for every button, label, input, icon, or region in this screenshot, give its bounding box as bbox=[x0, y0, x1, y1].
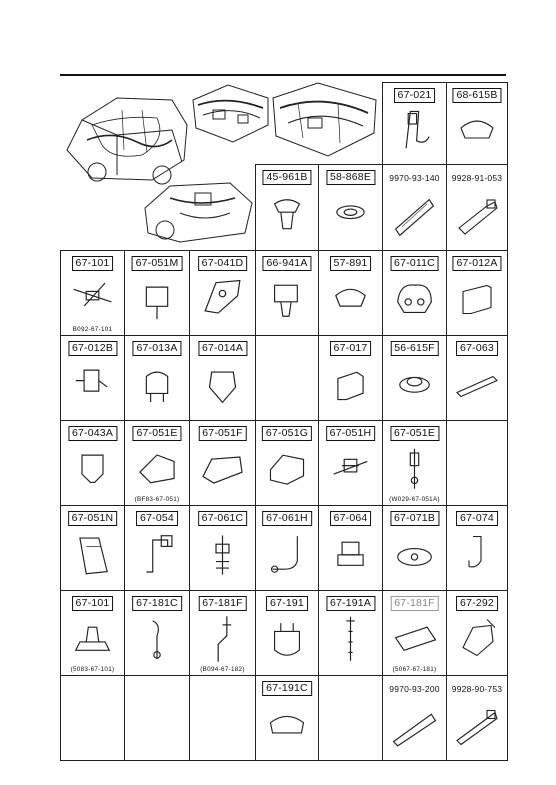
part-number: 67-021 bbox=[394, 88, 436, 103]
part-number: 9970-93-200 bbox=[389, 684, 440, 694]
part-illustration bbox=[125, 591, 189, 675]
part-illustration bbox=[383, 336, 446, 420]
part-number: 67-063 bbox=[456, 341, 498, 356]
part-illustration bbox=[256, 591, 318, 675]
part-cell bbox=[60, 675, 125, 761]
part-number: 67-061H bbox=[262, 511, 312, 526]
part-cell bbox=[60, 420, 125, 506]
part-number: 67-061C bbox=[198, 511, 248, 526]
part-cell bbox=[255, 164, 319, 251]
part-cell bbox=[189, 590, 256, 676]
part-number: 67-191 bbox=[266, 596, 308, 611]
part-cell bbox=[446, 164, 508, 251]
part-cell bbox=[318, 420, 383, 506]
part-number: 67-051E bbox=[132, 426, 181, 441]
part-cell bbox=[318, 675, 383, 761]
part-illustration bbox=[447, 591, 507, 675]
part-illustration bbox=[447, 83, 507, 164]
part-number: 67-051G bbox=[262, 426, 312, 441]
part-cell bbox=[382, 420, 447, 506]
reference-number: (5083-67-101) bbox=[70, 666, 115, 673]
part-cell bbox=[255, 420, 319, 506]
part-illustration bbox=[256, 165, 318, 250]
part-number: 9928-91-053 bbox=[451, 173, 503, 183]
part-illustration bbox=[190, 251, 255, 335]
part-illustration bbox=[190, 336, 255, 420]
part-number: 67-181C bbox=[132, 596, 182, 611]
part-number: 67-011C bbox=[390, 256, 439, 271]
part-number: 67-017 bbox=[330, 341, 372, 356]
part-number: 57-891 bbox=[330, 256, 372, 271]
part-cell bbox=[446, 590, 508, 676]
part-illustration bbox=[319, 165, 382, 250]
part-cell bbox=[446, 420, 508, 506]
part-number: 67-074 bbox=[456, 511, 498, 526]
part-number: 67-191A bbox=[326, 596, 375, 611]
part-cell bbox=[189, 675, 256, 761]
part-illustration bbox=[61, 506, 124, 590]
part-illustration bbox=[190, 506, 255, 590]
part-illustration bbox=[125, 336, 189, 420]
part-cell bbox=[318, 335, 383, 421]
part-cell bbox=[446, 505, 508, 591]
part-illustration bbox=[190, 591, 255, 675]
part-illustration bbox=[61, 251, 124, 335]
part-illustration bbox=[383, 251, 446, 335]
part-cell bbox=[124, 675, 190, 761]
part-number: 67-051E bbox=[390, 426, 439, 441]
part-cell bbox=[189, 335, 256, 421]
part-illustration bbox=[125, 251, 189, 335]
part-number: 67-043A bbox=[68, 426, 117, 441]
part-cell bbox=[124, 590, 190, 676]
part-number: 67-292 bbox=[456, 596, 498, 611]
part-cell bbox=[255, 590, 319, 676]
part-number: 67-054 bbox=[136, 511, 178, 526]
part-illustration bbox=[383, 506, 446, 590]
reference-number: (W029-67-051A) bbox=[389, 496, 440, 503]
part-cell bbox=[446, 335, 508, 421]
part-cell bbox=[446, 250, 508, 336]
part-cell bbox=[446, 82, 508, 165]
part-number: 9928-90-753 bbox=[451, 684, 503, 694]
part-cell bbox=[255, 335, 319, 421]
part-illustration bbox=[319, 336, 382, 420]
part-number: 58-868E bbox=[326, 170, 375, 185]
part-illustration bbox=[61, 336, 124, 420]
part-illustration bbox=[125, 506, 189, 590]
reference-number: (B094-67-182) bbox=[200, 666, 245, 673]
part-number: 67-012A bbox=[452, 256, 501, 271]
part-cell bbox=[318, 250, 383, 336]
part-cell bbox=[382, 675, 447, 761]
part-cell bbox=[382, 164, 447, 251]
part-illustration bbox=[256, 676, 318, 760]
part-cell bbox=[382, 250, 447, 336]
part-illustration bbox=[61, 591, 124, 675]
engine-bay-harness-illustration bbox=[140, 178, 255, 246]
part-illustration bbox=[256, 506, 318, 590]
part-cell bbox=[124, 505, 190, 591]
part-cell bbox=[124, 420, 190, 506]
reference-number: (5067-67-181) bbox=[392, 666, 437, 673]
part-illustration bbox=[383, 421, 446, 505]
part-illustration bbox=[447, 251, 507, 335]
part-number: 67-014A bbox=[198, 341, 247, 356]
part-cell bbox=[255, 505, 319, 591]
part-number: 67-012B bbox=[68, 341, 117, 356]
part-illustration bbox=[383, 165, 446, 250]
part-number: 67-051F bbox=[198, 426, 247, 441]
part-illustration bbox=[319, 506, 382, 590]
part-cell bbox=[60, 505, 125, 591]
part-number: 67-013A bbox=[132, 341, 181, 356]
part-number: 67-064 bbox=[330, 511, 372, 526]
part-cell bbox=[189, 420, 256, 506]
part-illustration bbox=[447, 165, 507, 250]
part-cell bbox=[255, 675, 319, 761]
part-cell bbox=[382, 505, 447, 591]
instrument-panel-harness-illustration bbox=[268, 78, 380, 160]
part-illustration bbox=[319, 421, 382, 505]
part-cell bbox=[60, 250, 125, 336]
part-number: 67-051M bbox=[132, 256, 183, 271]
part-cell bbox=[318, 164, 383, 251]
part-cell bbox=[124, 250, 190, 336]
part-number: 67-051H bbox=[326, 426, 376, 441]
part-cell bbox=[382, 590, 447, 676]
part-cell bbox=[382, 335, 447, 421]
part-cell bbox=[124, 335, 190, 421]
part-number: 67-051N bbox=[68, 511, 118, 526]
part-cell bbox=[382, 82, 447, 165]
part-illustration bbox=[383, 591, 446, 675]
part-illustration bbox=[125, 421, 189, 505]
part-cell bbox=[60, 590, 125, 676]
part-illustration bbox=[447, 336, 507, 420]
dashboard-harness-illustration bbox=[188, 80, 273, 150]
part-number: 67-101 bbox=[72, 256, 114, 271]
part-illustration bbox=[447, 506, 507, 590]
part-illustration bbox=[256, 421, 318, 505]
header-rule bbox=[60, 74, 506, 76]
part-cell bbox=[60, 335, 125, 421]
part-cell bbox=[318, 590, 383, 676]
part-illustration bbox=[190, 421, 255, 505]
part-illustration bbox=[383, 676, 446, 760]
part-illustration bbox=[61, 421, 124, 505]
reference-number: B092-67-101 bbox=[72, 326, 113, 333]
part-cell bbox=[446, 675, 508, 761]
part-cell bbox=[318, 505, 383, 591]
reference-number: (BF83-67-051) bbox=[134, 496, 180, 503]
part-illustration bbox=[447, 676, 507, 760]
part-cell bbox=[255, 250, 319, 336]
part-illustration bbox=[383, 83, 446, 164]
part-number: 67-181F bbox=[390, 596, 439, 611]
part-cell bbox=[189, 250, 256, 336]
part-number: 66-941A bbox=[262, 256, 311, 271]
part-number: 9970-93-140 bbox=[389, 173, 440, 183]
part-number: 67-101 bbox=[72, 596, 114, 611]
part-number: 67-041D bbox=[198, 256, 248, 271]
part-number: 56-615F bbox=[390, 341, 439, 356]
part-number: 67-071B bbox=[390, 511, 439, 526]
part-number: 67-181F bbox=[198, 596, 247, 611]
part-illustration bbox=[319, 251, 382, 335]
part-number: 45-961B bbox=[262, 170, 311, 185]
part-number: 68-615B bbox=[452, 88, 501, 103]
part-illustration bbox=[319, 591, 382, 675]
part-cell bbox=[189, 505, 256, 591]
part-number: 67-191C bbox=[262, 681, 312, 696]
part-illustration bbox=[256, 251, 318, 335]
